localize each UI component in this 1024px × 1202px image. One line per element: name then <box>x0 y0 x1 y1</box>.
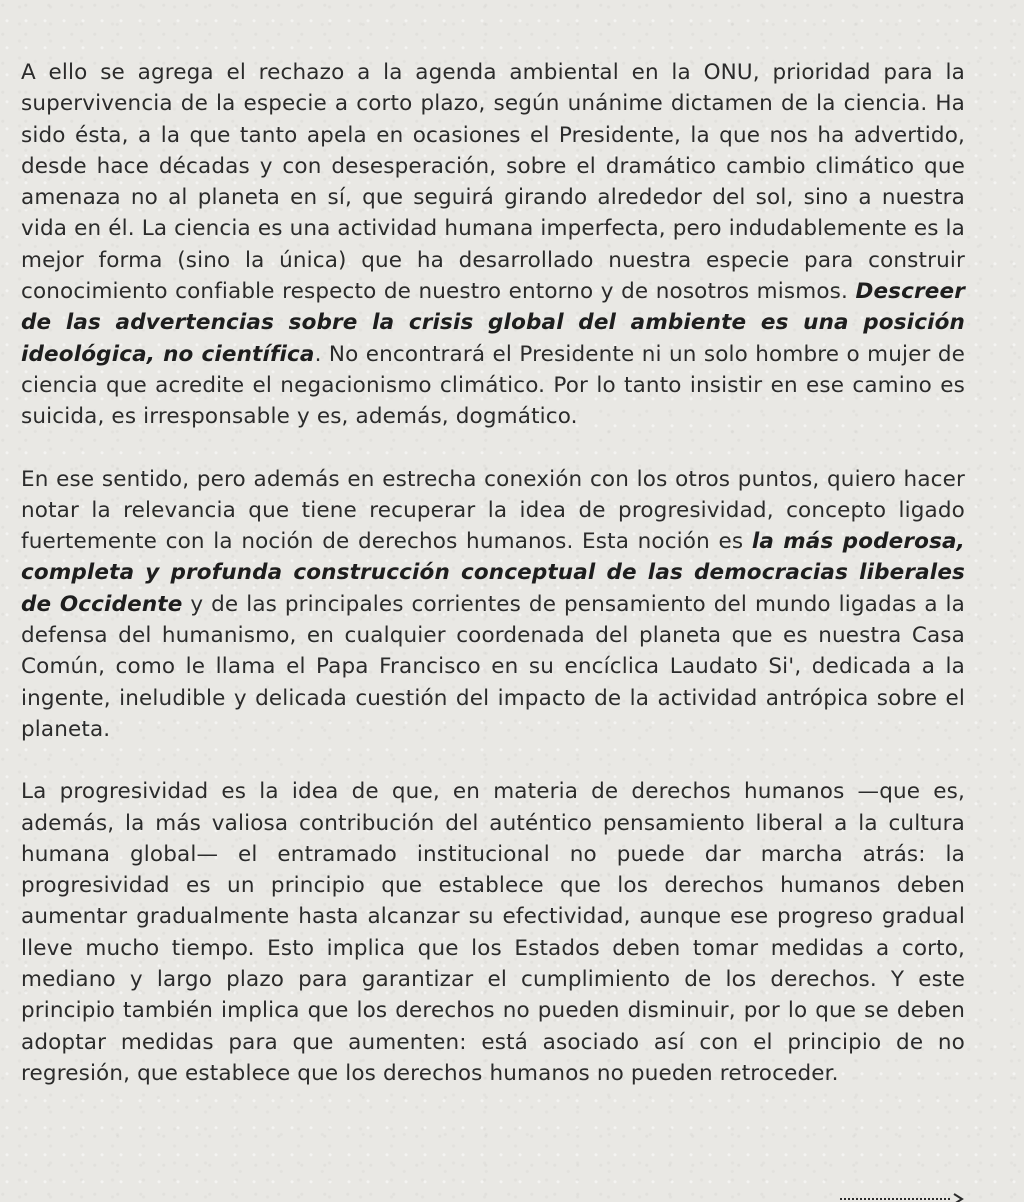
paragraph-text: A ello se agrega el rechazo a la agenda ambiental en la ONU, prioridad para la supervivencia de la especie a corto plazo, según unánime dictamen de la ciencia. Ha sido ésta, a la que tanto apela en ocasiones el Presidente, la que nos ha advertido, desde hace décadas y con desesperación, sobre el dramático cambio climático que amenaza no al planeta en sí, que seguirá girando alrededor del sol, sino a nuestra vida en él. La ciencia es una actividad humana imperfecta, pero indudablemente es la mejor forma (sino la única) que ha desarrollado nuestra especie para construir conocimiento confiable respecto de nuestro entorno y de nosotros mismos. <box>21 60 965 305</box>
article-body <box>21 57 965 1089</box>
paragraph-text: La progresividad es la idea de que, en materia de derechos humanos —que es, además, la más valiosa contribución del auténtico pensamiento liberal a la cultura humana global— el entramado institucional no puede dar marcha atrás: la progresividad es un principio que establece que los derechos humanos deben aumentar gradualmente hasta alcanzar su efectividad, aunque ese progreso gradual lleve mucho tiempo. Esto implica que los Estados deben tomar medidas a corto, mediano y largo plazo para garantizar el cumplimiento de los derechos. Y este principio también implica que los derechos no pueden disminuir, por lo que se deben adoptar medidas para que aumenten: está asociado así con el principio de no regresión, que establece que los derechos humanos no pueden retroceder. <box>21 779 965 1086</box>
paragraph-text: . No encontrará el Presidente ni un solo hombre o mujer de ciencia que acredite el negacionismo climático. Por lo tanto insistir en ese camino es suicida, es irresponsable y es, además, dogmático. <box>21 341 965 430</box>
emphasis-text: la más poderosa, completa y profunda construcción conceptual de las democracias liberales de Occidente <box>21 529 966 617</box>
paragraph-progressivity-definition <box>21 776 965 1089</box>
paragraph-environment <box>21 57 965 433</box>
paragraph-progressivity-concept <box>21 464 965 746</box>
paragraph-text: En ese sentido, pero además en estrecha conexión con los otros puntos, quiero hacer notar la relevancia que tiene recuperar la idea de progresividad, concepto ligado fuertemente con la noción de derechos humanos. Esta noción es <box>21 466 965 555</box>
paragraph-text: y de las principales corrientes de pensamiento del mundo ligadas a la defensa del humanismo, en cualquier coordenada del planeta que es nuestra Casa Común, como le llama el Papa Francisco en su encíclica Laudato Si', dedicada a la ingente, ineludible y delicada cuestión del impacto de la actividad antrópica sobre el planeta. <box>21 591 965 742</box>
dotted-arrow-right-icon <box>838 1192 966 1202</box>
emphasis-text: Descreer de las advertencias sobre la crisis global del ambiente es una posición ideológica, no científica <box>21 279 965 367</box>
